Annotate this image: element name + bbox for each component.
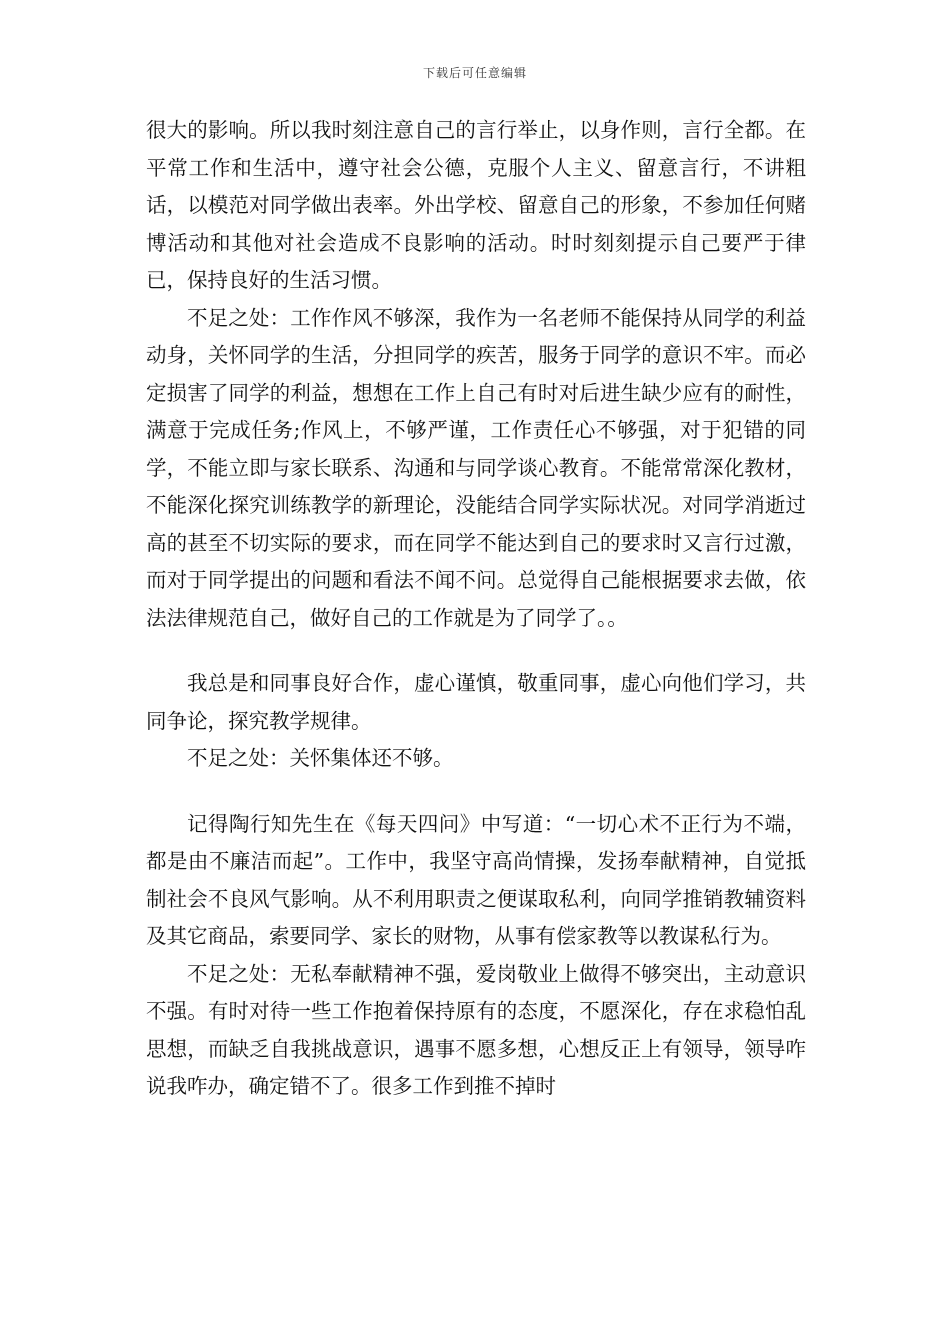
paragraph-3: 我总是和同事良好合作，虚心谨慎，敬重同事，虚心向他们学习，共同争论，探究教学规律。 [146,671,806,733]
paragraph-4: 不足之处：关怀集体还不够。 [187,746,454,770]
paragraph-2: 不足之处：工作作风不够深，我作为一名老师不能保持从同学的利益动身，关怀同学的生活，分担同学的疾苦，服务于同学的意识不牢。而必定损害了同学的利益，想想在工作上自己有时对后进生缺少应有的耐性，满意于完成任务;作风上，不够严谨，工作责任心不够强，对于犯错的同学，不能立即与家长联系、沟通和与同学谈心教育。不能常常深化教材，不能深化探究训练教学的新理论，没能结合同学实际状况。对同学消逝过高的甚至不切实际的要求，而在同学不能达到自己的要求时又言行过激，而对于同学提出的问题和看法不闻不问。总觉得自己能根据要求去做，依法法律规范自己，做好自己的工作就是为了同学了。。 [146,305,806,630]
page-header: 下载后可任意编辑 [422,66,527,80]
paragraph-gap [146,778,806,806]
document-body [146,112,806,1106]
paragraph-1: 很大的影响。所以我时刻注意自己的言行举止，以身作则，言行全都。在平常工作和生活中，遵守社会公德，克服个人主义、留意言行，不讲粗话，以模范对同学做出表率。外出学校、留意自己的形象，不参加任何赌博活动和其他对社会造成不良影响的活动。时时刻刻提示自己要严于律已，保持良好的生活习惯。 [146,118,806,292]
paragraph-gap [146,637,806,665]
paragraph-5: 记得陶行知先生在《每天四问》中写道：“一切心术不正行为不端，都是由不廉洁而起”。工作中，我坚守高尚情操，发扬奉献精神，自觉抵制社会不良风气影响。从不利用职责之便谋取私利，向同学推销教辅资料及其它商品，索要同学、家长的财物，从事有偿家教等以教谋私行为。 [146,811,806,948]
paragraph-6: 不足之处：无私奉献精神不强，爱岗敬业上做得不够突出，主动意识不强。有时对待一些工作抱着保持原有的态度，不愿深化，存在求稳怕乱思想，而缺乏自我挑战意识，遇事不愿多想，心想反正上有领导，领导咋说我咋办，确定错不了。很多工作到推不掉时 [146,961,806,1098]
